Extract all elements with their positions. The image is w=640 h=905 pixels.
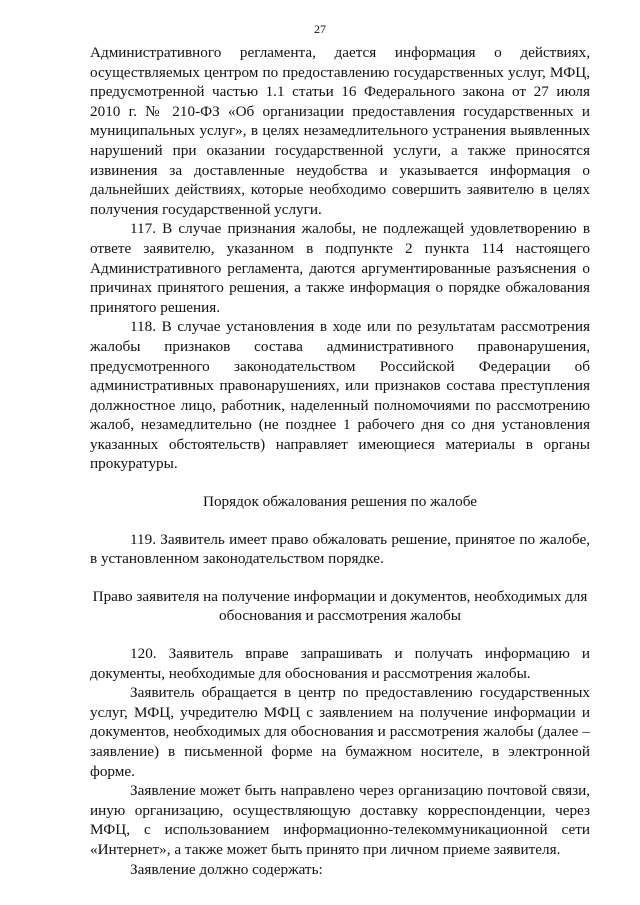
paragraph-120-application: Заявитель обращается в центр по предоставлению государственных услуг, МФЦ, учредителю МФЦ с заявлением на получение информации и документов, необходимых для обоснования и рассмотрения жалобы (далее – заявление) в письменной форме на бумажном носителе, в электронной форме. [90,684,590,780]
paragraph-119: 119. Заявитель имеет право обжаловать решение, принятое по жалобе, в установленном законодательством порядке. [90,530,590,568]
paragraph-120-submission: Заявление может быть направлено через организацию почтовой связи, иную организацию, осуществляющую доставку корреспонденции, через МФЦ, с использованием информационно-телекоммуникационной сети «Интернет», а также может быть принято при личном приеме заявителя. [90,782,590,858]
document-body [90,43,590,879]
paragraph-120-contents: Заявление должно содержать: [130,860,323,878]
paragraph-120: 120. Заявитель вправе запрашивать и получать информацию и документы, необходимые для обоснования и рассмотрения жалобы. [90,645,590,682]
paragraph-continuation: Административного регламента, дается информация о действиях, осуществляемых центром по предоставлению государственных услуг, МФЦ, предусмотренной частью 1.1 статьи 16 Федерального закона от 27 июля 2010 г. № 210-ФЗ «Об организации предоставления государственных и муниципальных услуг», в целях незамедлительного устранения выявленных нарушений при оказании государственной услуги, а также приносятся извинения за доставленные неудобства и указывается информация о дальнейших действиях, которые необходимо совершить заявителю в целях получения государственной услуги. [90,44,590,218]
page-number: 27 [314,22,326,36]
heading-right-to-information: Право заявителя на получение информации и документов, необходимых для обоснования и рассмотрения жалобы [92,587,588,625]
heading-appeal-procedure: Порядок обжалования решения по жалобе [202,493,477,511]
paragraph-118: 118. В случае установления в ходе или по результатам рассмотрения жалобы признаков состава административного правонарушения, предусмотренного законодательством Российской Федерации об административных правонарушениях, или признаков состава преступления должностное лицо, работник, наделенный полномочиями по рассмотрению жалоб, незамедлительно (не позднее 1 рабочего дня со дня установления указанных обстоятельств) направляет имеющиеся материалы в органы прокуратуры. [90,318,590,473]
paragraph-117: 117. В случае признания жалобы, не подлежащей удовлетворению в ответе заявителю, указанном в подпункте 2 пункта 114 настоящего Административного регламента, даются аргументированные разъяснения о причинах принятого решения, а также информация о порядке обжалования принятого решения. [90,220,590,316]
